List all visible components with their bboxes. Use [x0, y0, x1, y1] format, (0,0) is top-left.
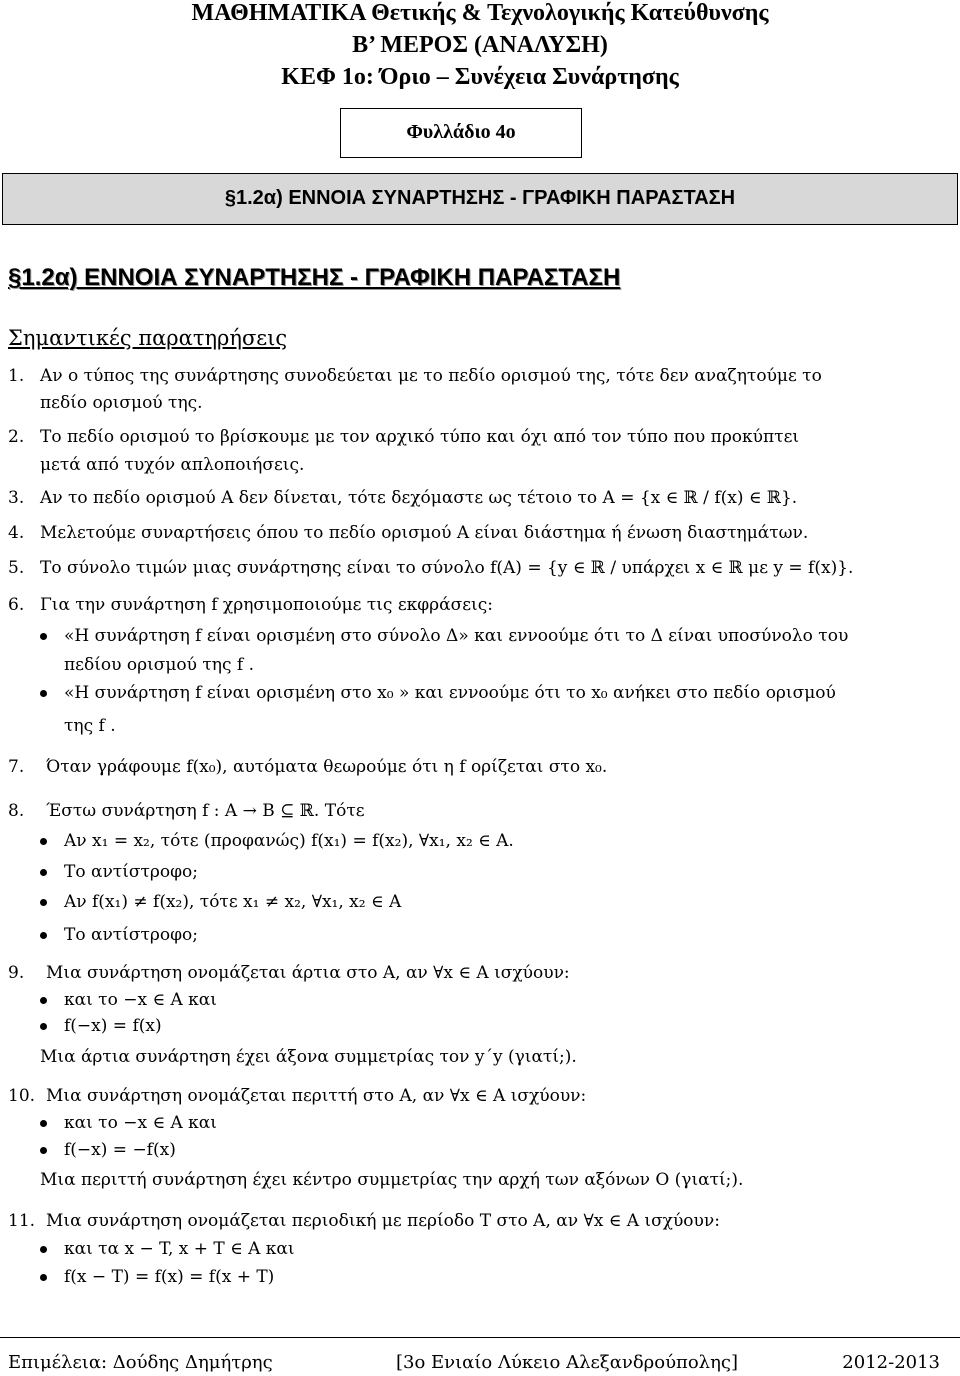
notes-subtitle: Σημαντικές παρατηρήσεις: [8, 326, 288, 350]
section-box: §1.2α) ΕΝΝΟΙΑ ΣΥΝΑΡΤΗΣΗΣ - ΓΡΑΦΙΚΗ ΠΑΡΑΣΤΑΣΗ: [2, 173, 958, 225]
item-10-bullet-2: f(−x) = −f(x): [64, 1140, 176, 1160]
item-2-text: Το πεδίο ορισμού το βρίσκουμε με τον αρχικό τύπο και όχι από τον τύπο που προκύπτει: [40, 427, 800, 447]
section-title: §1.2α) ΕΝΝΟΙΑ ΣΥΝΑΡΤΗΣΗΣ - ΓΡΑΦΙΚΗ ΠΑΡΑΣΤΑΣΗ: [8, 264, 621, 291]
item-5-text: Το σύνολο τιμών μιας συνάρτησης είναι το σύνολο f(A) = {y ∈ ℝ / υπάρχει x ∈ ℝ με y = f(x)}.: [40, 558, 854, 578]
item-number: 5.: [8, 558, 25, 578]
item-3-text: Αν το πεδίο ορισμού Α δεν δίνεται, τότε δεχόμαστε ως τέτοιο το Α = {x ∈ ℝ / f(x) ∈ ℝ}.: [40, 488, 798, 508]
bullet-icon: [40, 932, 47, 939]
item-8-text: Έστω συνάρτηση f : A → B ⊆ ℝ. Τότε: [46, 801, 365, 821]
bullet-icon: [40, 869, 47, 876]
bullet-icon: [40, 690, 47, 697]
bullet-icon: [40, 838, 47, 845]
item-number: 3.: [8, 488, 25, 508]
item-number: 10.: [8, 1086, 36, 1106]
header-line-3: ΚΕΦ 1ο: Όριο – Συνέχεια Συνάρτησης: [281, 64, 679, 90]
item-8-bullet-3: Αν f(x₁) ≠ f(x₂), τότε x₁ ≠ x₂, ∀x₁, x₂ ∈ A: [64, 892, 402, 912]
item-10-note: Μια περιττή συνάρτηση έχει κέντρο συμμετρίας την αρχή των αξόνων Ο (γιατί;).: [40, 1170, 744, 1190]
item-number: 2.: [8, 427, 25, 447]
item-1-text: Αν ο τύπος της συνάρτησης συνοδεύεται με το πεδίο ορισμού της, τότε δεν αναζητούμε το: [40, 366, 822, 386]
footer-divider: [0, 1337, 960, 1338]
item-6-bullet-2: «Η συνάρτηση f είναι ορισμένη στο x₀ » και εννοούμε ότι το x₀ ανήκει στο πεδίο ορισμού: [64, 683, 836, 703]
item-number: 7.: [8, 757, 25, 777]
bullet-icon: [40, 997, 47, 1004]
item-10-bullet-1: και το −x ∈ A και: [64, 1113, 217, 1133]
item-11-text: Μια συνάρτηση ονομάζεται περιοδική με περίοδο Τ στο Α, αν ∀x ∈ A ισχύουν:: [46, 1211, 720, 1231]
item-number: 1.: [8, 366, 25, 386]
item-6-bullet-2-cont: της f .: [64, 716, 116, 736]
item-6-bullet-1: «Η συνάρτηση f είναι ορισμένη στο σύνολο Δ» και εννοούμε ότι το Δ είναι υποσύνολο του: [64, 626, 849, 646]
bullet-icon: [40, 1274, 47, 1281]
item-number: 8.: [8, 801, 25, 821]
bullet-icon: [40, 633, 47, 640]
item-number: 9.: [8, 963, 25, 983]
item-8-bullet-2: Το αντίστροφο;: [64, 862, 198, 882]
item-6-bullet-1-cont: πεδίου ορισμού της f .: [64, 655, 254, 675]
item-9-bullet-1: και το −x ∈ A και: [64, 990, 217, 1010]
item-1-text-cont: πεδίο ορισμού της.: [40, 393, 203, 413]
item-10-text: Μια συνάρτηση ονομάζεται περιττή στο Α, αν ∀x ∈ A ισχύουν:: [46, 1086, 587, 1106]
item-7-text: Όταν γράφουμε f(x₀), αυτόματα θεωρούμε ότι η f ορίζεται στο x₀.: [46, 757, 608, 777]
item-8-bullet-1: Αν x₁ = x₂, τότε (προφανώς) f(x₁) = f(x₂), ∀x₁, x₂ ∈ A.: [64, 831, 514, 851]
bullet-icon: [40, 1147, 47, 1154]
item-9-text: Μια συνάρτηση ονομάζεται άρτια στο Α, αν ∀x ∈ A ισχύουν:: [46, 963, 570, 983]
item-6-text: Για την συνάρτηση f χρησιμοποιούμε τις εκφράσεις:: [40, 595, 493, 615]
footer-year: 2012-2013: [842, 1352, 940, 1373]
bullet-icon: [40, 1120, 47, 1127]
header-line-2: Β’ ΜΕΡΟΣ (ΑΝΑΛΥΣΗ): [352, 32, 608, 58]
item-11-bullet-2: f(x − T) = f(x) = f(x + T): [64, 1267, 275, 1287]
item-number: 11.: [8, 1211, 36, 1231]
bullet-icon: [40, 1246, 47, 1253]
worksheet-box: Φυλλάδιο 4ο: [340, 108, 582, 158]
item-4-text: Μελετούμε συναρτήσεις όπου το πεδίο ορισμού Α είναι διάστημα ή ένωση διαστημάτων.: [40, 523, 809, 543]
item-9-bullet-2: f(−x) = f(x): [64, 1016, 162, 1036]
item-9-note: Μια άρτια συνάρτηση έχει άξονα συμμετρίας τον y΄y (γιατί;).: [40, 1047, 577, 1067]
item-8-bullet-4: Το αντίστροφο;: [64, 925, 198, 945]
bullet-icon: [40, 1023, 47, 1030]
item-11-bullet-1: και τα x − T, x + T ∈ A και: [64, 1239, 295, 1259]
item-number: 4.: [8, 523, 25, 543]
bullet-icon: [40, 899, 47, 906]
footer-author: Επιμέλεια: Δούδης Δημήτρης: [8, 1352, 273, 1373]
header-line-1: ΜΑΘΗΜΑΤΙΚΑ Θετικής & Τεχνολογικής Κατεύθυνσης: [191, 0, 769, 26]
item-number: 6.: [8, 595, 25, 615]
footer-school: [3ο Ενιαίο Λύκειο Αλεξανδρούπολης]: [396, 1352, 738, 1373]
item-2-text-cont: μετά από τυχόν απλοποιήσεις.: [40, 455, 305, 475]
